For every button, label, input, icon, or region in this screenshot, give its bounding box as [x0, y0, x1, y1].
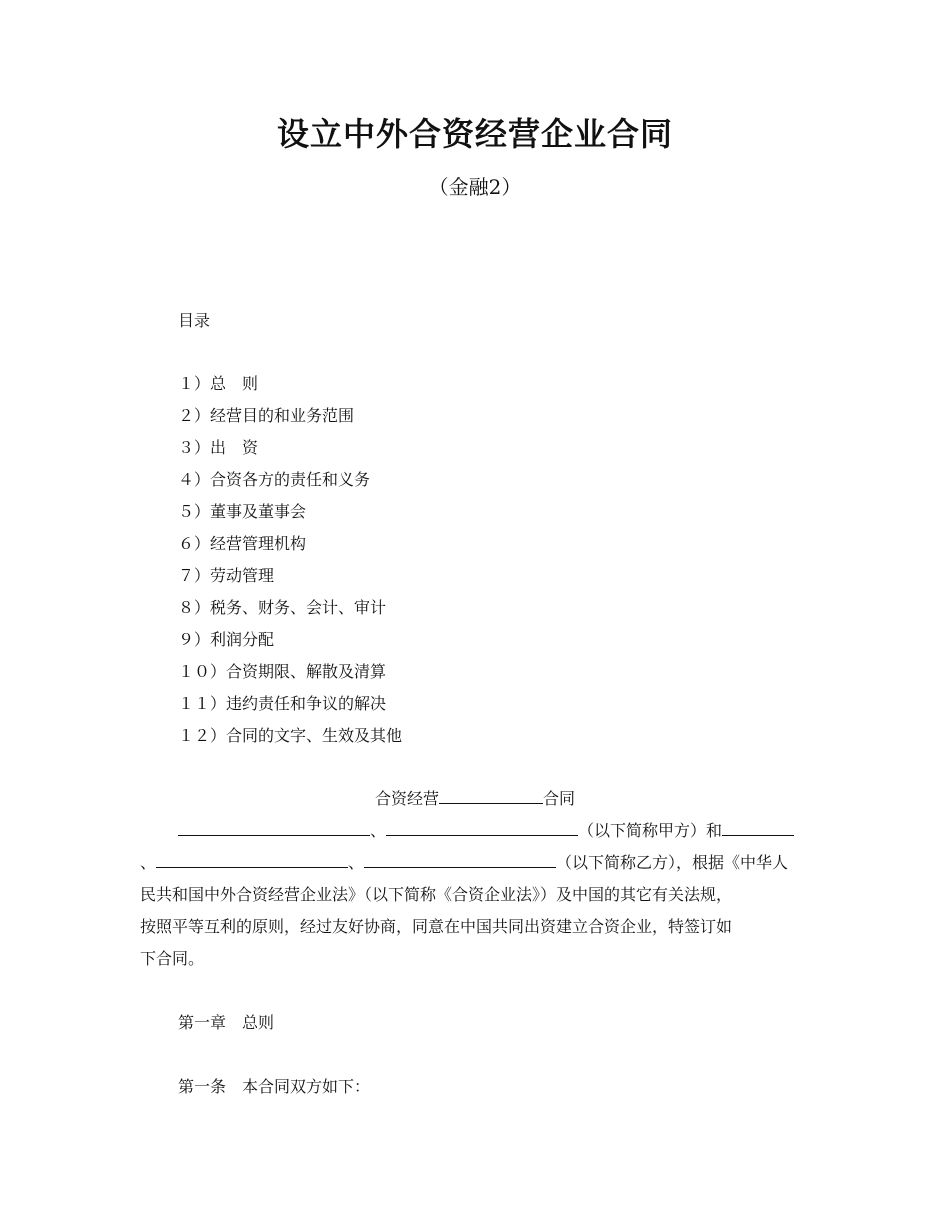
preamble-line [140, 815, 812, 847]
chapter-heading: 第一章 总则 [178, 1013, 275, 1032]
party-b-note: （以下简称乙方），根据《中华人 [556, 853, 789, 872]
toc-item: ８）税务、财务、会计、审计 [178, 598, 387, 617]
preamble-line: 按照平等互利的原则，经过友好协商，同意在中国共同出资建立合资企业，特签订如 [140, 917, 733, 936]
preamble-line [140, 847, 812, 879]
blank-field [178, 819, 370, 836]
toc-item: ６）经营管理机构 [178, 534, 307, 553]
toc-item: １１）违约责任和争议的解决 [178, 694, 387, 713]
toc-item: ２）经营目的和业务范围 [178, 406, 355, 425]
separator: 、 [370, 821, 387, 840]
preamble-line: 民共和国中外合资经营企业法》（以下简称《合资企业法》）及中国的其它有关法规， [140, 885, 733, 904]
toc-item: １０）合资期限、解散及清算 [178, 662, 387, 681]
contract-preamble [140, 815, 812, 975]
document-subtitle: （金融2） [428, 175, 522, 199]
party-a-note: （以下简称甲方）和 [578, 821, 723, 840]
toc-item: １）总 则 [178, 374, 259, 393]
contract-heading [0, 787, 950, 811]
blank-field [386, 819, 578, 836]
toc-item: ４）合资各方的责任和义务 [178, 470, 371, 489]
blank-field [439, 787, 543, 804]
contract-heading-suffix: 合同 [543, 789, 576, 808]
toc-item: ３）出 资 [178, 438, 259, 457]
toc-heading: 目录 [178, 311, 211, 330]
toc-item: ７）劳动管理 [178, 566, 275, 585]
table-of-contents [178, 372, 402, 756]
article-heading: 第一条 本合同双方如下： [178, 1077, 371, 1096]
blank-field [156, 851, 348, 868]
contract-heading-prefix: 合资经营 [374, 789, 439, 808]
separator: 、 [140, 853, 157, 872]
toc-item: ９）利润分配 [178, 630, 275, 649]
blank-field [364, 851, 556, 868]
preamble-line: 下合同。 [140, 949, 205, 968]
blank-field [722, 819, 794, 836]
toc-item: １２）合同的文字、生效及其他 [178, 726, 403, 745]
toc-item: ５）董事及董事会 [178, 502, 307, 521]
document-title: 设立中外合资经营企业合同 [276, 115, 673, 153]
separator: 、 [348, 853, 365, 872]
